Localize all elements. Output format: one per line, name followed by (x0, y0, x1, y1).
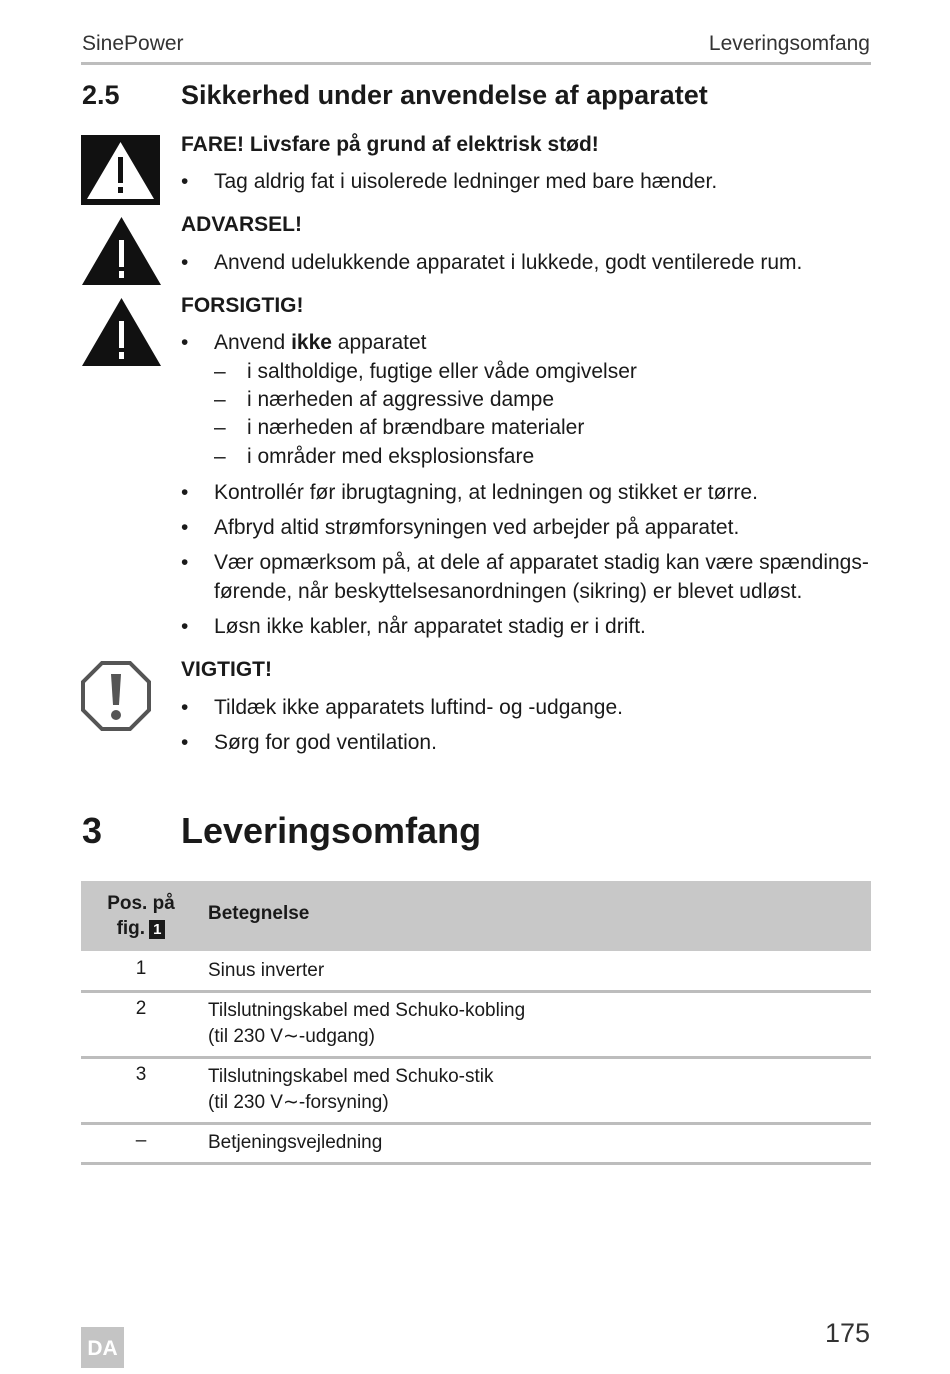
figure-reference-badge: 1 (149, 920, 165, 939)
section-number: 2.5 (82, 80, 120, 110)
warning-triangle-icon (81, 216, 162, 286)
danger-label: FARE! Livsfare på grund af elektrisk stød! (181, 133, 599, 156)
language-tab: DA (81, 1327, 124, 1368)
page-number: 175 (824, 1318, 870, 1348)
danger-warning-icon (81, 135, 160, 205)
table-bottom-rule (81, 1162, 871, 1165)
running-header-left: SinePower (82, 32, 184, 55)
running-header-right: Leveringsomfang (708, 32, 870, 55)
emphasis-text: ikke (291, 331, 332, 354)
important-notice-icon (81, 661, 151, 731)
row-position: 1 (135, 958, 147, 979)
column-header-description: Betegnelse (208, 903, 310, 924)
row-description: Tilslutningskabel med Schuko-stik (til 230 V∼-forsyning) (208, 1066, 494, 1113)
table-row-divider (81, 1056, 871, 1059)
important-label: VIGTIGT! (181, 658, 272, 681)
row-description: Tilslutningskabel med Schuko-kobling (til 230 V∼-udgang) (208, 1000, 526, 1047)
section-title: Sikkerhed under anvendelse af apparatet (181, 80, 708, 110)
column-header-position: Pos. på fig. 1 (107, 893, 175, 939)
table-header (81, 881, 871, 951)
row-description: Sinus inverter (208, 960, 325, 981)
table-row-divider (81, 990, 871, 993)
bullet-text: Anvend udelukkende apparatet i lukkede, godt ventilerede rum. (214, 251, 803, 274)
warning-label: ADVARSEL! (181, 213, 302, 236)
bullet-mark: • (181, 251, 189, 274)
header-divider (81, 62, 871, 65)
row-position: – (135, 1130, 147, 1151)
chapter-title: Leveringsomfang (181, 810, 482, 851)
bullet-mark: • (181, 331, 189, 354)
row-position: 3 (135, 1064, 147, 1085)
table-row-divider (81, 1122, 871, 1125)
bullet-text: Tag aldrig fat i uisolerede ledninger med bare hænder. (214, 170, 718, 193)
caution-label: FORSIGTIG! (181, 294, 304, 317)
row-position: 2 (135, 998, 147, 1019)
chapter-number: 3 (82, 810, 103, 851)
bullet-mark: • (181, 170, 189, 193)
row-description: Betjeningsvejledning (208, 1132, 383, 1153)
caution-triangle-icon (81, 297, 162, 367)
bullet-text: Anvend ikke apparatet (214, 331, 427, 354)
